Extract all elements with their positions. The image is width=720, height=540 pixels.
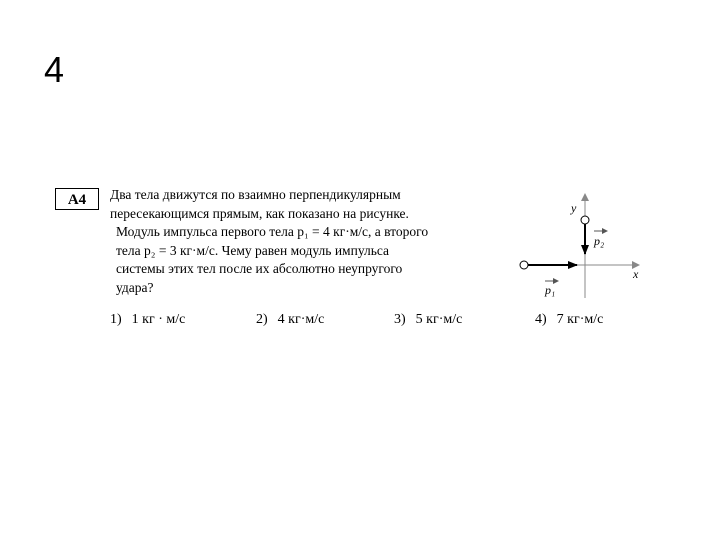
task-text-line: Два тела движутся по взаимно перпендикулярным [110,187,401,202]
figure-svg [515,190,645,300]
answer-value: 1 кг · м/с [131,312,186,327]
body-1 [520,261,528,269]
vector-p1-label: p₁ [545,283,556,297]
task-text-line: тела p₂ = 3 кг·м/с. Чему равен модуль импульса [116,242,390,258]
answer-number: 1) [110,312,122,327]
answer-option-1[interactable] [110,312,185,328]
task-text-line: удара? [116,279,154,295]
task-text-line: Модуль импульса первого тела p₁ = 4 кг·м/с, а второго [116,224,429,240]
momentum-figure [515,190,645,300]
answer-number: 4) [535,312,547,327]
answer-value: 4 кг·м/с [277,312,325,327]
task-label: A4 [55,188,99,210]
answer-value: 5 кг·м/с [415,312,463,327]
answer-number: 2) [256,312,268,327]
vector-p2-label: p₂ [594,234,605,248]
answer-option-3[interactable] [394,312,462,328]
answer-value: 7 кг·м/с [556,312,604,327]
task-text-line: системы этих тел после их абсолютно неупругого [116,261,403,277]
body-2 [581,216,589,224]
axis-y-label: y [571,201,577,215]
answer-options [0,312,720,334]
answer-option-4[interactable] [535,312,603,328]
slide-number: 4 [44,49,65,90]
axis-x-label: x [633,267,639,281]
answer-number: 3) [394,312,406,327]
answer-option-2[interactable] [256,312,324,328]
task-text-line: пересекающимся прямым, как показано на рисунке. [110,205,409,221]
task-text [110,186,506,298]
